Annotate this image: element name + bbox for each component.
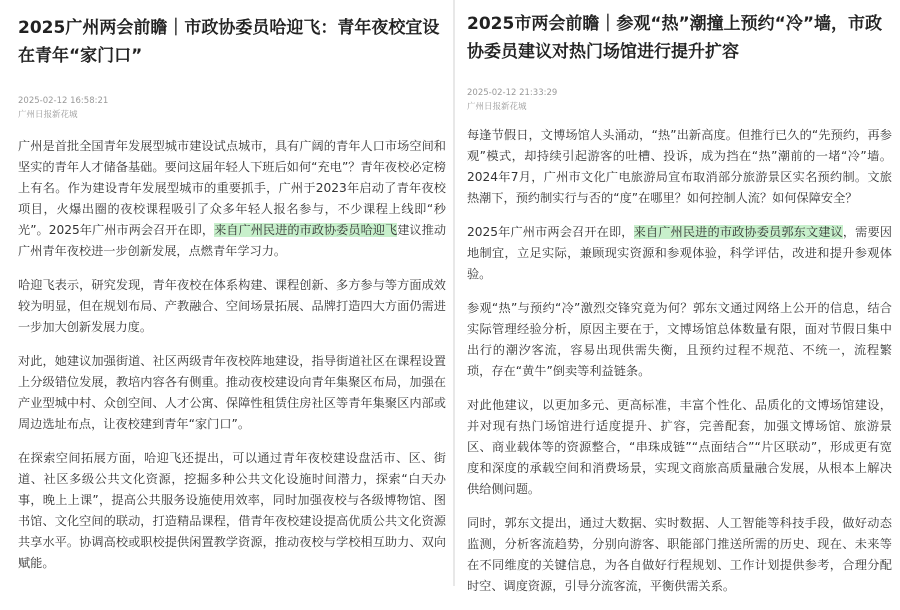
left-article-body — [18, 136, 446, 574]
right-paragraph-3: 参观“热”与预约“冷”激烈交锋究竟为何？郭东文通过网络上公开的信息，结合实际管理经验分析，原因主要在于，文博场馆总体数量有限，面对节假日集中出行的潮汐客流，容易出现供需失衡，且预约过程不规范、不统一，流程繁琐，存在“黄牛”倒卖等利益链条。 — [467, 301, 892, 378]
left-article — [0, 0, 452, 587]
right-article-title: 2025市两会前瞻｜参观“热”潮撞上预约“冷”墙，市政协委员建议对热门场馆进行提升扩容 — [467, 14, 883, 62]
left-paragraph-2: 哈迎飞表示，研究发现，青年夜校在体系构建、课程创新、多方参与等方面成效较为明显，但在规划布局、产教融合、空间场景拓展、品牌打造四大方面仍需进一步加大创新发展力度。 — [18, 278, 446, 334]
left-paragraph-1-text-b: 建议推动广州青年夜校进一步创新发展，点燃青年学习力。 — [18, 223, 447, 258]
left-paragraph-4: 在探索空间拓展方面，哈迎飞还提出，可以通过青年夜校建设盘活市、区、街道、社区多级公共文化资源，挖掘多种公共文化设施时间潜力，探索“白天办事，晚上上课”，提高公共服务设施使用效率，同时加强夜校与各级博物馆、图书馆、文化空间的联动，打造精品课程，借青年夜校建设提高优质公共文化资源共享水平。协调高校或职校提供闲置教学资源，推动夜校与学校相互助力、双向赋能。 — [18, 451, 446, 570]
left-article-title: 2025广州两会前瞻｜市政协委员哈迎飞：青年夜校宜设在青年“家门口” — [18, 18, 440, 66]
left-paragraph-3: 对此，她建议加强街道、社区两级青年夜校阵地建设，指导街道社区在课程设置上分级错位发展，教培内容各有侧重。推动夜校建设向青年集聚区布局，加强在产业型城中村、众创空间、人才公寓、保障性租赁住房社区等青年集聚区内部或周边选址布点，让夜校建到青年“家门口”。 — [18, 354, 446, 431]
left-highlight: 来自广州民进的市政协委员哈迎飞 — [214, 223, 398, 237]
left-paragraph-1-text-a: 广州是首批全国青年发展型城市建设试点城市，具有广阔的青年人口市场空间和坚实的青年人才储备基础。要问这届年轻人下班后如何“充电”？青年夜校必定榜上有名。作为建设青年发展型城市的重要抓手，广州于2023年启动了青年夜校项目，火爆出圈的夜校课程吸引了众多年轻人报名参与，不少课程上线即“秒光”。2025年广州市两会召开在即， — [18, 139, 446, 237]
left-article-source: 广州日报新花城 — [18, 110, 78, 120]
right-article-body — [467, 125, 892, 597]
column-divider — [453, 0, 455, 586]
right-article — [457, 0, 900, 610]
left-article-time: 2025-02-12 16:58:21 — [18, 96, 109, 106]
right-paragraph-5: 同时，郭东文提出，通过大数据、实时数据、人工智能等科技手段，做好动态监测，分析客流趋势，分别向游客、职能部门推送所需的历史、现在、未来等在不同维度的关键信息，为各自做好行程规划、工作计划提供参考，合理分配时空、调度资源，引导分流客流，平衡供需关系。 — [467, 516, 892, 593]
right-paragraph-1: 每逢节假日，文博场馆人头涌动，“热”出新高度。但推行已久的“先预约，再参观”模式，却持续引起游客的吐槽、投诉，成为挡在“热”潮前的一堵“冷”墙。2024年7月，广州市文化广电旅游局宣布取消部分旅游景区实名预约制。文旅热潮下，预约制实行与否的“度”在哪里？如何控制人流？如何保障安全？ — [467, 128, 892, 205]
right-paragraph-4: 对此他建议，以更加多元、更高标准，丰富个性化、品质化的文博场馆建设，并对现有热门场馆进行适度提升、扩容，完善配套，加强文博场馆、旅游景区、商业载体等的资源整合，“串珠成链”“点面结合”“片区联动”，形成更有宽度和深度的承载空间和消费场景，实现文商旅高质量融合发展，从根本上解决供给侧问题。 — [467, 398, 892, 496]
right-paragraph-2-text-b: ，需要因地制宜，立足实际，兼顾现实资源和参观体验，科学评估，改进和提升参观体验。 — [467, 225, 892, 281]
right-article-time: 2025-02-12 21:33:29 — [467, 88, 558, 98]
left-paragraph-1 — [18, 136, 446, 262]
right-highlight: 来自广州民进的市政协委员郭东文建议 — [633, 225, 843, 239]
right-paragraph-2-text-a: 2025年广州市两会召开在即， — [467, 225, 634, 239]
right-article-source: 广州日报新花城 — [467, 102, 527, 112]
right-paragraph-2 — [467, 222, 892, 285]
